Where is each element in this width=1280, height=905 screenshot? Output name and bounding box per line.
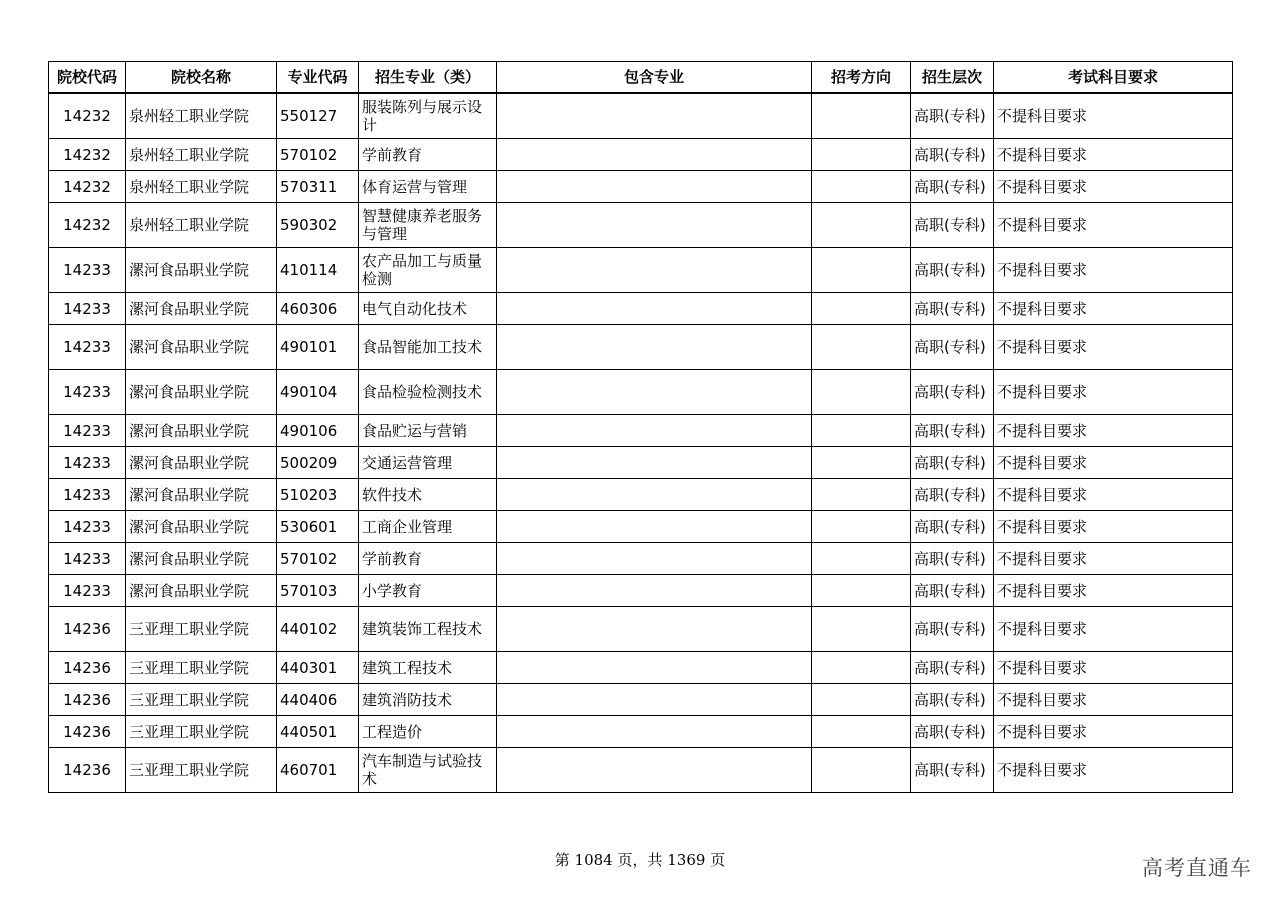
cell-direction — [812, 248, 911, 293]
cell-major-code: 510203 — [277, 479, 359, 511]
cell-included-majors — [497, 575, 812, 607]
cell-major-code: 460306 — [277, 293, 359, 325]
cell-direction — [812, 139, 911, 171]
cell-included-majors — [497, 93, 812, 139]
cell-level: 高职(专科) — [911, 93, 994, 139]
cell-major: 软件技术 — [359, 479, 497, 511]
cell-direction — [812, 511, 911, 543]
cell-major: 食品贮运与营销 — [359, 415, 497, 447]
cell-school-code: 14236 — [49, 748, 126, 793]
cell-school-code: 14236 — [49, 607, 126, 652]
cell-school-code: 14233 — [49, 543, 126, 575]
cell-major-code: 440102 — [277, 607, 359, 652]
watermark: 高考直通车 — [1142, 856, 1252, 880]
header-direction: 招考方向 — [812, 62, 911, 94]
table-row — [49, 748, 1233, 793]
header-requirement: 考试科目要求 — [994, 62, 1233, 94]
cell-major: 汽车制造与试验技术 — [359, 748, 497, 793]
cell-included-majors — [497, 415, 812, 447]
table-row — [49, 447, 1233, 479]
table-row — [49, 93, 1233, 139]
cell-major-code: 410114 — [277, 248, 359, 293]
table-row — [49, 479, 1233, 511]
table-row — [49, 370, 1233, 415]
cell-requirement: 不提科目要求 — [994, 325, 1233, 370]
cell-included-majors — [497, 607, 812, 652]
cell-major: 电气自动化技术 — [359, 293, 497, 325]
cell-direction — [812, 748, 911, 793]
cell-major: 工程造价 — [359, 716, 497, 748]
table-row — [49, 325, 1233, 370]
cell-direction — [812, 575, 911, 607]
table-row — [49, 543, 1233, 575]
admissions-table — [48, 61, 1233, 793]
cell-school-code: 14233 — [49, 479, 126, 511]
page-number: 第 1084 页，共 1369 页 — [554, 851, 726, 869]
table-row — [49, 607, 1233, 652]
table-row — [49, 684, 1233, 716]
table-body — [49, 93, 1233, 793]
cell-level: 高职(专科) — [911, 684, 994, 716]
header-included-majors: 包含专业 — [497, 62, 812, 94]
cell-school-name: 漯河食品职业学院 — [126, 511, 277, 543]
cell-school-name: 漯河食品职业学院 — [126, 479, 277, 511]
cell-school-code: 14236 — [49, 684, 126, 716]
cell-school-name: 漯河食品职业学院 — [126, 543, 277, 575]
cell-school-code: 14233 — [49, 325, 126, 370]
cell-major: 学前教育 — [359, 139, 497, 171]
cell-level: 高职(专科) — [911, 511, 994, 543]
table-row — [49, 652, 1233, 684]
cell-school-code: 14232 — [49, 139, 126, 171]
cell-included-majors — [497, 447, 812, 479]
cell-included-majors — [497, 139, 812, 171]
cell-requirement: 不提科目要求 — [994, 248, 1233, 293]
header-major: 招生专业（类） — [359, 62, 497, 94]
cell-level: 高职(专科) — [911, 203, 994, 248]
cell-major: 食品智能加工技术 — [359, 325, 497, 370]
cell-direction — [812, 325, 911, 370]
cell-requirement: 不提科目要求 — [994, 370, 1233, 415]
cell-level: 高职(专科) — [911, 171, 994, 203]
cell-requirement: 不提科目要求 — [994, 479, 1233, 511]
cell-direction — [812, 479, 911, 511]
cell-requirement: 不提科目要求 — [994, 447, 1233, 479]
cell-major-code: 550127 — [277, 93, 359, 139]
cell-level: 高职(专科) — [911, 716, 994, 748]
cell-major: 学前教育 — [359, 543, 497, 575]
cell-level: 高职(专科) — [911, 415, 994, 447]
cell-direction — [812, 684, 911, 716]
cell-major: 建筑工程技术 — [359, 652, 497, 684]
header-school-code: 院校代码 — [49, 62, 126, 94]
cell-school-code: 14232 — [49, 93, 126, 139]
cell-requirement: 不提科目要求 — [994, 171, 1233, 203]
cell-major: 建筑装饰工程技术 — [359, 607, 497, 652]
cell-major-code: 570102 — [277, 543, 359, 575]
cell-major: 食品检验检测技术 — [359, 370, 497, 415]
cell-major: 农产品加工与质量检测 — [359, 248, 497, 293]
cell-direction — [812, 716, 911, 748]
cell-direction — [812, 652, 911, 684]
cell-requirement: 不提科目要求 — [994, 415, 1233, 447]
cell-school-name: 三亚理工职业学院 — [126, 716, 277, 748]
cell-requirement: 不提科目要求 — [994, 511, 1233, 543]
cell-school-name: 漯河食品职业学院 — [126, 447, 277, 479]
cell-direction — [812, 543, 911, 575]
cell-major-code: 530601 — [277, 511, 359, 543]
cell-school-name: 漯河食品职业学院 — [126, 575, 277, 607]
cell-level: 高职(专科) — [911, 543, 994, 575]
cell-major-code: 440301 — [277, 652, 359, 684]
table-row — [49, 415, 1233, 447]
cell-major: 小学教育 — [359, 575, 497, 607]
table-row — [49, 511, 1233, 543]
cell-school-code: 14233 — [49, 370, 126, 415]
cell-direction — [812, 293, 911, 325]
cell-direction — [812, 607, 911, 652]
cell-direction — [812, 93, 911, 139]
cell-level: 高职(专科) — [911, 325, 994, 370]
table-row — [49, 293, 1233, 325]
cell-direction — [812, 370, 911, 415]
cell-requirement: 不提科目要求 — [994, 684, 1233, 716]
cell-major-code: 570103 — [277, 575, 359, 607]
cell-level: 高职(专科) — [911, 652, 994, 684]
cell-major-code: 490101 — [277, 325, 359, 370]
cell-school-code: 14236 — [49, 652, 126, 684]
cell-major: 交通运营管理 — [359, 447, 497, 479]
cell-level: 高职(专科) — [911, 607, 994, 652]
cell-level: 高职(专科) — [911, 293, 994, 325]
cell-school-name: 漯河食品职业学院 — [126, 325, 277, 370]
cell-school-name: 泉州轻工职业学院 — [126, 139, 277, 171]
cell-school-name: 三亚理工职业学院 — [126, 684, 277, 716]
cell-included-majors — [497, 248, 812, 293]
cell-requirement: 不提科目要求 — [994, 293, 1233, 325]
cell-level: 高职(专科) — [911, 575, 994, 607]
cell-school-name: 漯河食品职业学院 — [126, 370, 277, 415]
cell-school-code: 14232 — [49, 203, 126, 248]
cell-major-code: 440406 — [277, 684, 359, 716]
table-row — [49, 139, 1233, 171]
cell-school-code: 14233 — [49, 248, 126, 293]
cell-level: 高职(专科) — [911, 248, 994, 293]
cell-included-majors — [497, 511, 812, 543]
cell-included-majors — [497, 684, 812, 716]
cell-school-name: 漯河食品职业学院 — [126, 415, 277, 447]
cell-included-majors — [497, 543, 812, 575]
cell-major-code: 590302 — [277, 203, 359, 248]
cell-school-code: 14233 — [49, 415, 126, 447]
cell-major: 体育运营与管理 — [359, 171, 497, 203]
header-school-name: 院校名称 — [126, 62, 277, 94]
cell-major: 服装陈列与展示设计 — [359, 93, 497, 139]
cell-level: 高职(专科) — [911, 370, 994, 415]
cell-included-majors — [497, 652, 812, 684]
cell-school-code: 14232 — [49, 171, 126, 203]
cell-major: 工商企业管理 — [359, 511, 497, 543]
cell-requirement: 不提科目要求 — [994, 139, 1233, 171]
cell-major-code: 570311 — [277, 171, 359, 203]
cell-requirement: 不提科目要求 — [994, 543, 1233, 575]
table-row — [49, 248, 1233, 293]
cell-major-code: 490106 — [277, 415, 359, 447]
header-row — [49, 62, 1233, 94]
cell-school-name: 泉州轻工职业学院 — [126, 203, 277, 248]
cell-included-majors — [497, 325, 812, 370]
header-level: 招生层次 — [911, 62, 994, 94]
cell-requirement: 不提科目要求 — [994, 575, 1233, 607]
cell-included-majors — [497, 716, 812, 748]
cell-school-code: 14233 — [49, 511, 126, 543]
cell-included-majors — [497, 370, 812, 415]
cell-school-code: 14233 — [49, 447, 126, 479]
table-row — [49, 203, 1233, 248]
cell-included-majors — [497, 479, 812, 511]
cell-major-code: 500209 — [277, 447, 359, 479]
cell-requirement: 不提科目要求 — [994, 652, 1233, 684]
cell-direction — [812, 415, 911, 447]
cell-major-code: 460701 — [277, 748, 359, 793]
cell-direction — [812, 171, 911, 203]
cell-level: 高职(专科) — [911, 748, 994, 793]
cell-level: 高职(专科) — [911, 479, 994, 511]
table-row — [49, 171, 1233, 203]
cell-requirement: 不提科目要求 — [994, 748, 1233, 793]
cell-direction — [812, 447, 911, 479]
cell-major: 建筑消防技术 — [359, 684, 497, 716]
cell-school-name: 三亚理工职业学院 — [126, 748, 277, 793]
cell-school-code: 14233 — [49, 575, 126, 607]
header-major-code: 专业代码 — [277, 62, 359, 94]
cell-requirement: 不提科目要求 — [994, 93, 1233, 139]
cell-major-code: 440501 — [277, 716, 359, 748]
table-row — [49, 575, 1233, 607]
cell-included-majors — [497, 293, 812, 325]
cell-level: 高职(专科) — [911, 447, 994, 479]
cell-school-code: 14236 — [49, 716, 126, 748]
cell-level: 高职(专科) — [911, 139, 994, 171]
cell-major-code: 570102 — [277, 139, 359, 171]
cell-included-majors — [497, 748, 812, 793]
cell-school-name: 漯河食品职业学院 — [126, 293, 277, 325]
cell-school-name: 漯河食品职业学院 — [126, 248, 277, 293]
cell-direction — [812, 203, 911, 248]
cell-school-name: 泉州轻工职业学院 — [126, 93, 277, 139]
cell-school-name: 三亚理工职业学院 — [126, 652, 277, 684]
table-row — [49, 716, 1233, 748]
cell-requirement: 不提科目要求 — [994, 716, 1233, 748]
cell-school-name: 三亚理工职业学院 — [126, 607, 277, 652]
cell-major-code: 490104 — [277, 370, 359, 415]
cell-major: 智慧健康养老服务与管理 — [359, 203, 497, 248]
cell-school-code: 14233 — [49, 293, 126, 325]
cell-school-name: 泉州轻工职业学院 — [126, 171, 277, 203]
cell-included-majors — [497, 171, 812, 203]
cell-included-majors — [497, 203, 812, 248]
cell-requirement: 不提科目要求 — [994, 607, 1233, 652]
cell-requirement: 不提科目要求 — [994, 203, 1233, 248]
